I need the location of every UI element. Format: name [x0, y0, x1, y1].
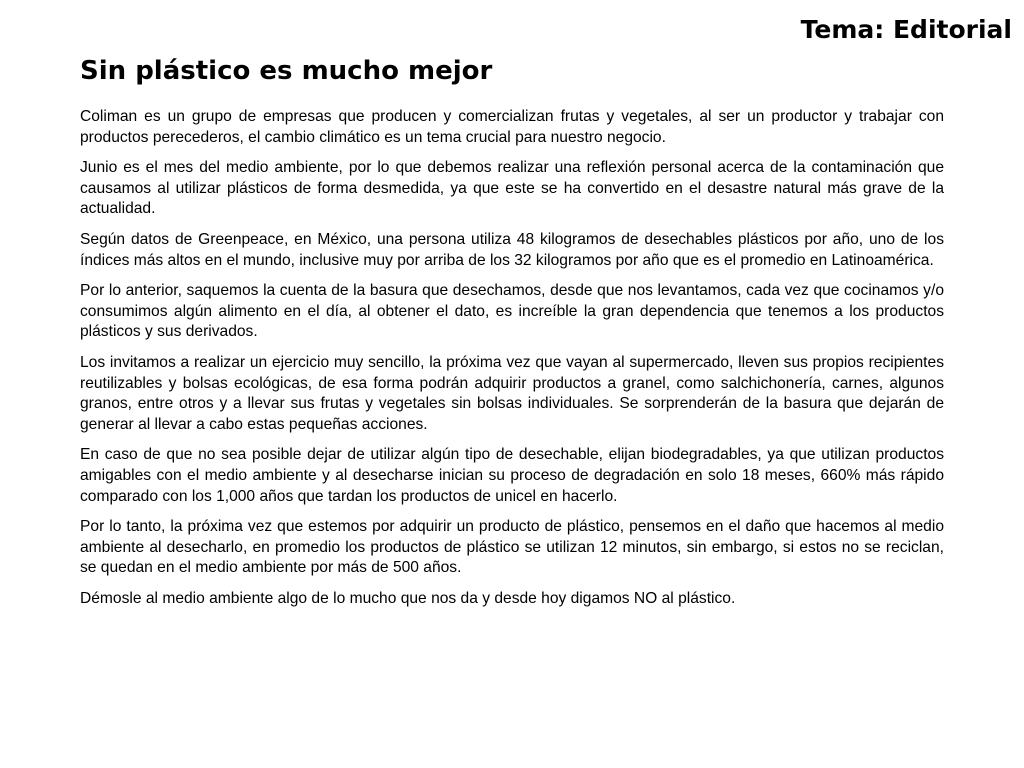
article-title: Sin plástico es mucho mejor	[80, 56, 493, 86]
article-paragraph-8: Démosle al medio ambiente algo de lo mucho que nos da y desde hoy digamos NO al plástico.	[80, 589, 736, 607]
article-paragraph-2: Junio es el mes del medio ambiente, por lo que debemos realizar una reflexión personal acerca de la contaminación que causamos al utilizar plásticos de forma desmedida, ya que este se ha convertido en el desastre natural más grave de la actualidad.	[80, 159, 944, 218]
article-paragraph-5: Los invitamos a realizar un ejercicio muy sencillo, la próxima vez que vayan al supermercado, lleven sus propios recipientes reutilizables y bolsas ecológicas, de esa forma podrán adquirir productos a granel, como salchichonería, carnes, algunos granos, entre otros y a llevar sus frutas y vegetales sin bolsas individuales. Se sorprenderán de la basura que dejarán de generar al llevar a cabo estas pequeñas acciones.	[80, 353, 944, 433]
article-paragraph-1: Coliman es un grupo de empresas que producen y comercializan frutas y vegetales, al ser un productor y trabajar con productos perecederos, el cambio climático es un tema crucial para nuestro negocio.	[80, 108, 944, 146]
topic-label: Tema: Editorial	[800, 15, 1012, 44]
article-paragraph-7: Por lo tanto, la próxima vez que estemos por adquirir un producto de plástico, pensemos en el daño que hacemos al medio ambiente al desecharlo, en promedio los productos de plástico se utilizan 12 minutos, sin embargo, si estos no se reciclan, se quedan en el medio ambiente por más de 500 años.	[80, 518, 944, 577]
article-paragraph-3: Según datos de Greenpeace, en México, una persona utiliza 48 kilogramos de desechables plásticos por año, uno de los índices más altos en el mundo, inclusive muy por arriba de los 32 kilogramos por año que es el promedio en Latinoamérica.	[80, 230, 944, 269]
article-paragraph-6: En caso de que no sea posible dejar de utilizar algún tipo de desechable, elijan biodegradables, ya que utilizan productos amigables con el medio ambiente y al desecharse inician su proceso de degradación en solo 18 meses, 660% más rápido comparado con los 1,000 años que tardan los productos de unicel en hacerlo.	[80, 446, 944, 505]
article-paragraph-4: Por lo anterior, saquemos la cuenta de la basura que desechamos, desde que nos levantamos, cada vez que cocinamos y/o consumimos algún alimento en el día, al obtener el dato, es increíble la gran dependencia que tenemos a los productos plásticos y sus derivados.	[80, 282, 944, 341]
article-body	[80, 107, 944, 619]
